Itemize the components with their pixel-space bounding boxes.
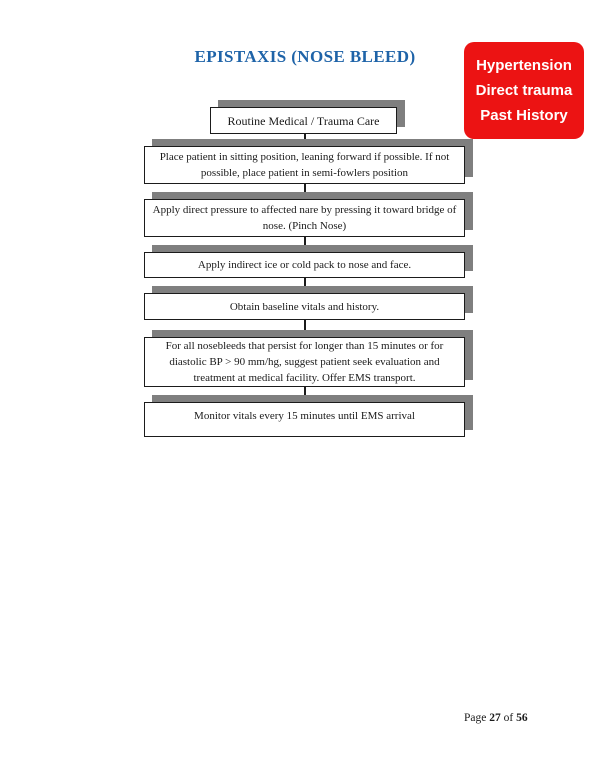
footer-total-pages: 56: [516, 712, 528, 724]
page-number-footer: [464, 712, 528, 724]
alert-line-direct-trauma: Direct trauma: [475, 82, 573, 99]
alert-line-past-history: Past History: [480, 107, 568, 124]
flow-connector: [304, 386, 306, 403]
alert-line-hypertension: Hypertension: [476, 57, 572, 74]
footer-of-word: of: [503, 712, 514, 724]
flow-step-routine-care: Routine Medical / Trauma Care: [210, 107, 397, 134]
footer-page-word: Page: [464, 712, 487, 724]
flow-connector: [304, 319, 306, 338]
footer-current-page: 27: [489, 712, 501, 724]
flow-step-direct-pressure: Apply direct pressure to affected nare by pressing it toward bridge of nose. (Pinch Nose): [144, 199, 465, 237]
flow-step-baseline-vitals: Obtain baseline vitals and history.: [144, 293, 465, 320]
flow-connector: [304, 236, 306, 253]
flow-connector: [304, 133, 306, 147]
flow-step-monitor-vitals: Monitor vitals every 15 minutes until EMS arrival: [144, 402, 465, 437]
alert-causes-box: [464, 42, 584, 139]
flow-step-ice-pack: Apply indirect ice or cold pack to nose and face.: [144, 252, 465, 278]
flow-connector: [304, 183, 306, 200]
flow-step-sitting-position: Place patient in sitting position, leaning forward if possible. If not possible, place patient in semi-fowlers position: [144, 146, 465, 184]
flow-connector: [304, 277, 306, 294]
flow-step-persistent-bleed: For all nosebleeds that persist for longer than 15 minutes or for diastolic BP > 90 mm/hg, suggest patient seek evaluation and treatment at medical facility. Offer EMS transport.: [144, 337, 465, 387]
page-title: EPISTAXIS (NOSE BLEED): [194, 47, 416, 66]
